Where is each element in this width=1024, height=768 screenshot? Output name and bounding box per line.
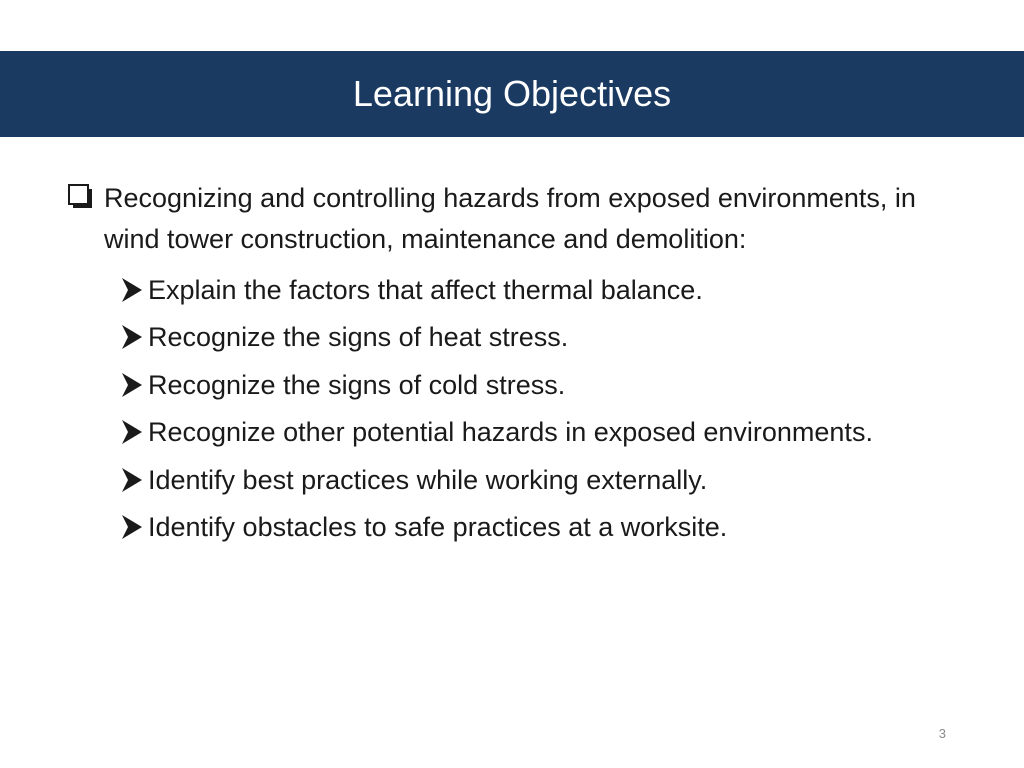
sub-bullet-text: Explain the factors that affect thermal balance. bbox=[148, 274, 703, 305]
page-number: 3 bbox=[938, 726, 946, 741]
arrowhead-bullet-icon bbox=[120, 465, 148, 495]
sub-bullet-text: Recognize the signs of cold stress. bbox=[148, 369, 566, 400]
sub-bullet-text: Identify best practices while working externally. bbox=[148, 464, 708, 495]
sub-bullet-list bbox=[66, 266, 996, 551]
sub-bullet-item bbox=[120, 314, 996, 362]
arrowhead-bullet-icon bbox=[120, 322, 148, 352]
sub-bullet-item bbox=[120, 409, 996, 457]
arrowhead-bullet-icon bbox=[120, 370, 148, 400]
main-bullet-text: Recognizing and controlling hazards from exposed environments, in wind tower construction, maintenance and demolition: bbox=[104, 183, 916, 254]
sub-bullet-text: Recognize the signs of heat stress. bbox=[148, 322, 569, 353]
slide-content bbox=[66, 178, 996, 551]
arrowhead-bullet-icon bbox=[120, 512, 148, 542]
sub-bullet-item bbox=[120, 361, 996, 409]
sub-bullet-item bbox=[120, 504, 996, 552]
sub-bullet-text: Identify obstacles to safe practices at a worksite. bbox=[148, 512, 728, 543]
arrowhead-bullet-icon bbox=[120, 275, 148, 305]
sub-bullet-item bbox=[120, 456, 996, 504]
checkbox-bullet-icon bbox=[66, 178, 104, 218]
title-bar bbox=[0, 51, 1024, 137]
main-bullet-item bbox=[66, 178, 996, 260]
arrowhead-bullet-icon bbox=[120, 417, 148, 447]
slide-title: Learning Objectives bbox=[352, 73, 672, 114]
sub-bullet-text: Recognize other potential hazards in exposed environments. bbox=[148, 417, 873, 448]
sub-bullet-item bbox=[120, 266, 996, 314]
